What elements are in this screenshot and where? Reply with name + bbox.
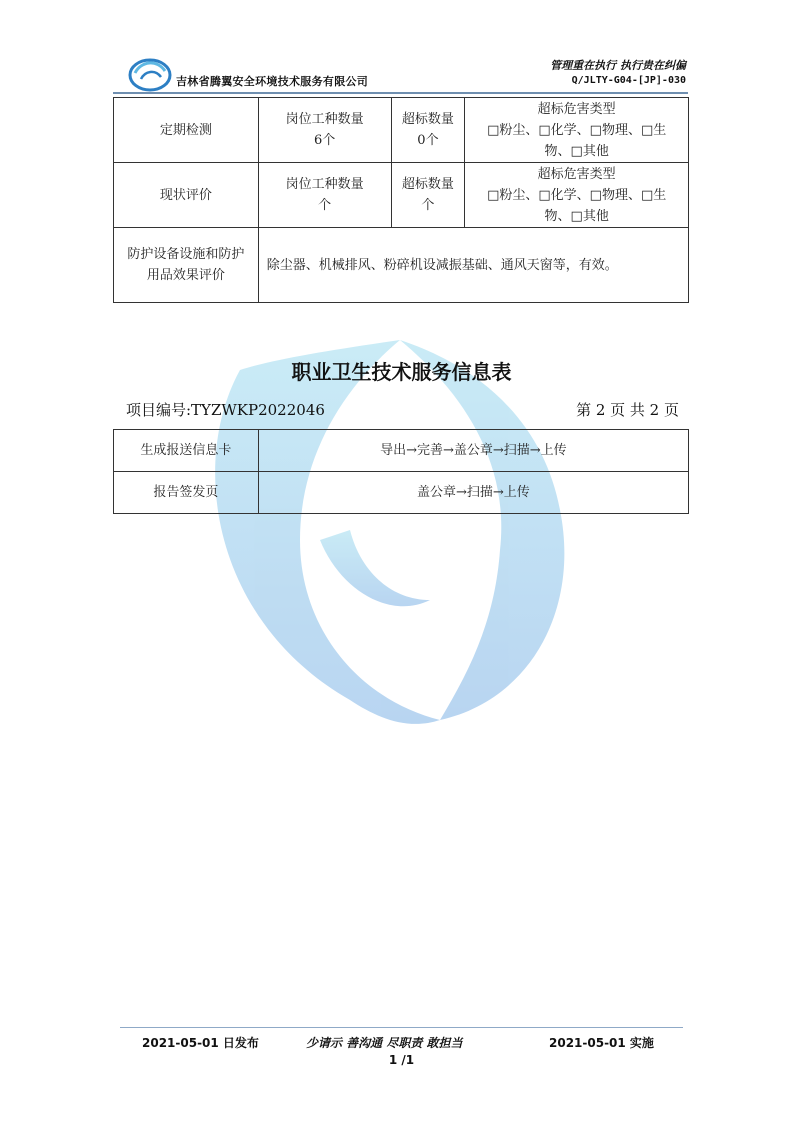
evaluation-table	[113, 97, 689, 303]
row-value: 盖公章→扫描→上传	[258, 472, 688, 514]
header-divider	[113, 92, 688, 94]
position-count-cell: 岗位工种数量 个	[258, 163, 391, 228]
header-slogan: 管理重在执行 执行贵在纠偏	[550, 59, 686, 72]
row-label: 现状评价	[114, 163, 259, 228]
row-label: 防护设备设施和防护 用品效果评价	[114, 228, 259, 303]
hazard-type-cell: 超标危害类型 □粉尘、□化学、□物理、□生 物、□其他	[465, 163, 689, 228]
service-info-table	[113, 429, 689, 514]
row-label: 报告签发页	[114, 472, 259, 514]
document-code: Q/JLTY-G04-[JP]-030	[571, 75, 686, 86]
page-number: 1 /1	[388, 1053, 415, 1067]
position-count-cell: 岗位工种数量 6个	[258, 98, 391, 163]
table-row	[114, 472, 689, 514]
exceed-count-cell: 超标数量 0个	[391, 98, 465, 163]
company-name: 吉林省腾翼安全环境技术服务有限公司	[176, 75, 369, 88]
table-row	[114, 98, 689, 163]
page-info: 第 2 页 共 2 页	[576, 401, 679, 419]
row-label: 生成报送信息卡	[114, 430, 259, 472]
footer-divider	[120, 1027, 683, 1028]
table-row	[114, 228, 689, 303]
company-logo-icon	[127, 55, 173, 93]
issue-date: 2021-05-01 日发布	[142, 1036, 259, 1050]
row-label: 定期检测	[114, 98, 259, 163]
table-row	[114, 430, 689, 472]
exceed-count-cell: 超标数量 个	[391, 163, 465, 228]
footer-motto: 少请示 善沟通 尽职责 敢担当	[306, 1036, 463, 1050]
table-row	[114, 163, 689, 228]
row-value: 导出→完善→盖公章→扫描→上传	[258, 430, 688, 472]
effective-date: 2021-05-01 实施	[549, 1036, 654, 1050]
protection-evaluation-value: 除尘器、机械排风、粉碎机设减振基础、通风天窗等，有效。	[258, 228, 688, 303]
hazard-type-cell: 超标危害类型 □粉尘、□化学、□物理、□生 物、□其他	[465, 98, 689, 163]
project-number: 项目编号:TYZWKP2022046	[126, 401, 325, 419]
page-title: 职业卫生技术服务信息表	[291, 360, 512, 384]
